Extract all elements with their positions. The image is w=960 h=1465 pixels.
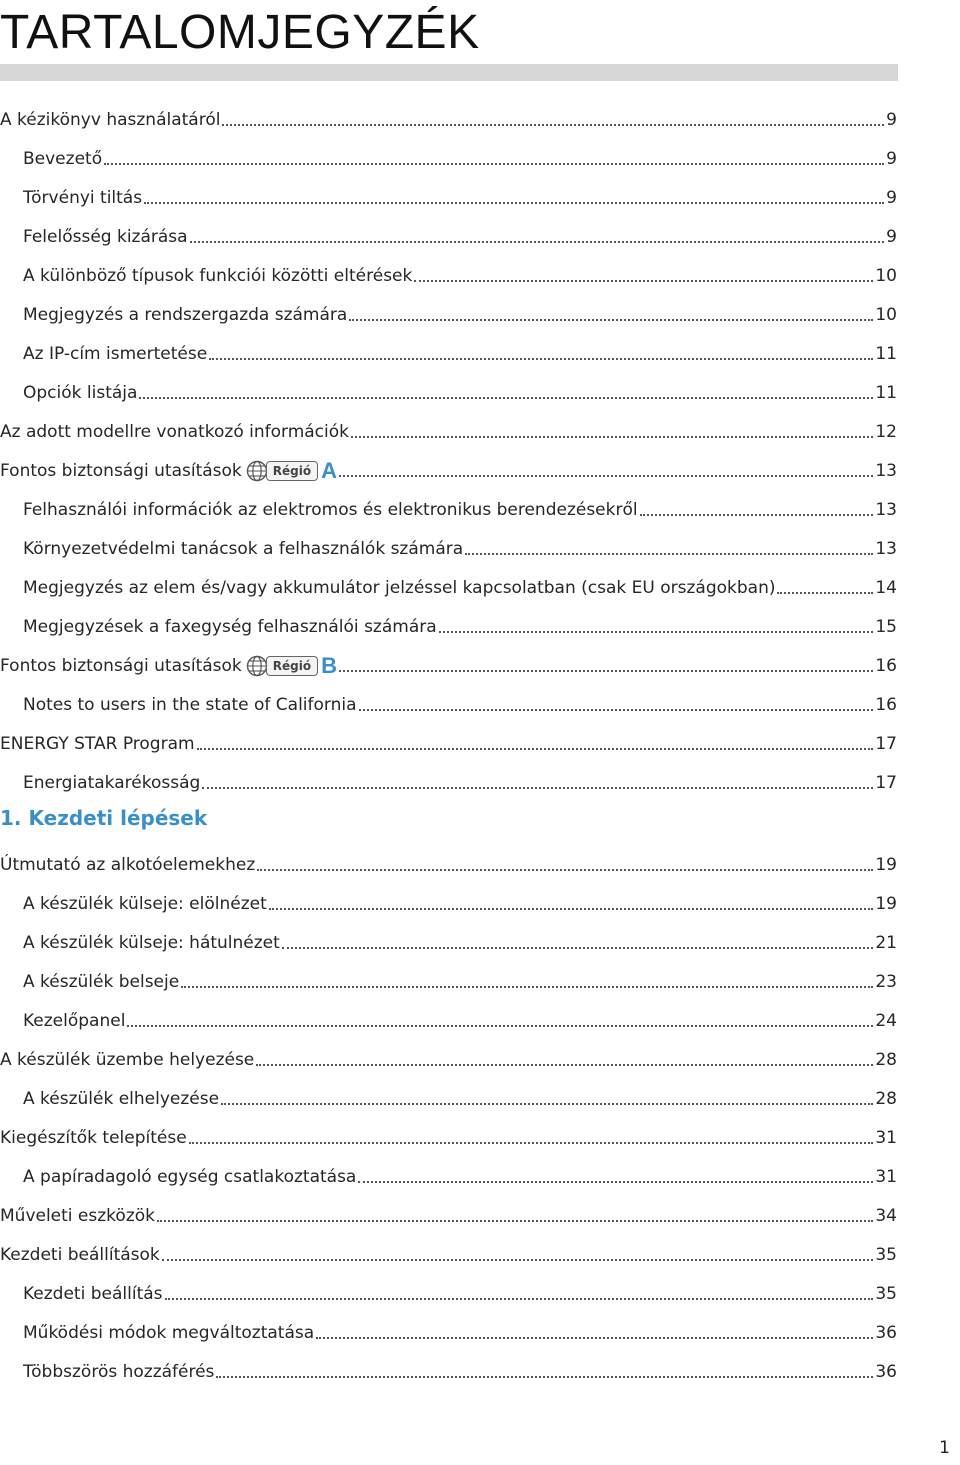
toc-entry-page: 17 bbox=[875, 773, 897, 793]
dot-leader bbox=[209, 357, 873, 360]
toc-entry-label bbox=[0, 1049, 254, 1071]
dot-leader bbox=[190, 240, 885, 243]
page-title: TARTALOMJEGYZÉK bbox=[0, 6, 480, 59]
toc-entry[interactable] bbox=[0, 647, 897, 677]
dot-leader bbox=[221, 1102, 873, 1105]
toc-entry-label bbox=[0, 1205, 155, 1227]
toc-entry-page: 13 bbox=[875, 461, 897, 481]
toc-entry-page: 14 bbox=[875, 578, 897, 598]
toc-entry-label bbox=[23, 694, 357, 716]
toc-entry[interactable] bbox=[0, 846, 897, 876]
toc-entry[interactable] bbox=[0, 452, 897, 482]
dot-leader bbox=[216, 1375, 873, 1378]
toc-entry[interactable] bbox=[0, 101, 897, 131]
region-badge: Régió bbox=[266, 656, 318, 676]
dot-leader bbox=[181, 985, 873, 988]
toc-entry-label bbox=[0, 1244, 160, 1266]
dot-leader bbox=[316, 1336, 873, 1339]
toc-entry-title: Notes to users in the state of California bbox=[23, 695, 357, 715]
toc-entry-title: Környezetvédelmi tanácsok a felhasználók számára bbox=[23, 539, 464, 559]
toc-entry-page: 9 bbox=[886, 149, 897, 169]
toc-entry[interactable] bbox=[0, 1236, 897, 1266]
toc-entry-page: 16 bbox=[875, 695, 897, 715]
toc-entry-label bbox=[0, 460, 337, 482]
toc-entry-page: 34 bbox=[875, 1206, 897, 1226]
toc-entry[interactable] bbox=[23, 686, 897, 716]
toc-entry-page: 17 bbox=[875, 734, 897, 754]
toc-entry-label bbox=[23, 187, 142, 209]
toc-entry-page: 36 bbox=[875, 1323, 897, 1343]
page-number: 1 bbox=[939, 1438, 950, 1458]
toc-entry[interactable] bbox=[23, 530, 897, 560]
toc-entry-page: 35 bbox=[875, 1284, 897, 1304]
toc-entry-title: Útmutató az alkotóelemekhez bbox=[0, 855, 256, 875]
dot-leader bbox=[189, 1141, 874, 1144]
dot-leader bbox=[144, 201, 884, 204]
dot-leader bbox=[439, 630, 874, 633]
toc-entry-label bbox=[0, 421, 349, 443]
dot-leader bbox=[359, 708, 874, 711]
toc-entry-label bbox=[23, 1361, 214, 1383]
region-badge: Régió bbox=[266, 461, 318, 481]
dot-leader bbox=[165, 1297, 874, 1300]
dot-leader bbox=[777, 591, 873, 594]
toc-entry-label bbox=[23, 343, 207, 365]
toc-entry-title: Kiegészítők telepítése bbox=[0, 1128, 187, 1148]
toc-entry[interactable] bbox=[23, 764, 897, 794]
toc-entry-label bbox=[0, 854, 255, 876]
toc-entry-page: 16 bbox=[875, 656, 897, 676]
toc-entry[interactable] bbox=[0, 413, 897, 443]
dot-leader bbox=[640, 513, 874, 516]
dot-leader bbox=[282, 946, 874, 949]
toc-entry-page: 10 bbox=[875, 305, 897, 325]
dot-leader bbox=[358, 1180, 873, 1183]
toc-entry-title: A készülék üzembe helyezése bbox=[0, 1050, 255, 1070]
dot-leader bbox=[202, 786, 873, 789]
dot-leader bbox=[222, 123, 884, 126]
toc-entry-title: Felelősség kizárása bbox=[23, 227, 188, 247]
toc-entry-page: 36 bbox=[875, 1362, 897, 1382]
toc-entry-title: Többszörös hozzáférés bbox=[23, 1362, 215, 1382]
toc-entry-label bbox=[23, 616, 437, 638]
dot-leader bbox=[349, 318, 873, 321]
toc-entry-label bbox=[23, 226, 188, 248]
toc-entry-label bbox=[23, 382, 137, 404]
toc-entry-page: 9 bbox=[886, 110, 897, 130]
toc-entry-title: Bevezető bbox=[23, 149, 103, 169]
toc-entry[interactable] bbox=[23, 296, 897, 326]
toc-entry-page: 28 bbox=[875, 1089, 897, 1109]
toc-entry-label bbox=[23, 893, 267, 915]
dot-leader bbox=[256, 1063, 873, 1066]
toc-entry-label bbox=[0, 1127, 187, 1149]
region-marker bbox=[244, 655, 337, 677]
toc-entry[interactable] bbox=[23, 257, 897, 287]
toc-entry-label bbox=[23, 1010, 125, 1032]
toc-entry[interactable] bbox=[23, 491, 897, 521]
region-letter: A bbox=[321, 458, 337, 483]
toc-entry-title: A készülék külseje: elölnézet bbox=[23, 894, 267, 914]
toc-entry[interactable] bbox=[23, 963, 897, 993]
toc-entry-label bbox=[0, 109, 220, 131]
toc-entry-page: 19 bbox=[875, 855, 897, 875]
toc-entry-title: Energiatakarékosság bbox=[23, 773, 201, 793]
toc-entry-label bbox=[0, 733, 195, 755]
toc-entry-title: Törvényi tiltás bbox=[23, 188, 143, 208]
toc-entry[interactable] bbox=[23, 335, 897, 365]
toc-entry-page: 15 bbox=[875, 617, 897, 637]
dot-leader bbox=[351, 435, 873, 438]
dot-leader bbox=[197, 747, 874, 750]
toc-entry-page: 28 bbox=[875, 1050, 897, 1070]
toc-entry-label bbox=[23, 148, 102, 170]
toc-entry-label bbox=[23, 499, 638, 521]
toc-entry-title: Megjegyzések a faxegység felhasználói számára bbox=[23, 617, 437, 637]
toc-entry[interactable] bbox=[23, 1002, 897, 1032]
dot-leader bbox=[339, 669, 873, 672]
toc-entry[interactable] bbox=[23, 569, 897, 599]
toc-entry-title: A különböző típusok funkciói közötti eltérések bbox=[23, 266, 413, 286]
toc-entry-title: Kezdeti beállítások bbox=[0, 1245, 160, 1265]
toc-entry-title: A kézikönyv használatáról bbox=[0, 110, 221, 130]
toc-entry[interactable] bbox=[0, 1197, 897, 1227]
toc-entry-label bbox=[23, 1322, 314, 1344]
toc-entry-page: 35 bbox=[875, 1245, 897, 1265]
toc-entry[interactable] bbox=[0, 1041, 897, 1071]
toc-entry-label bbox=[23, 1166, 356, 1188]
toc-entry[interactable] bbox=[23, 1080, 897, 1110]
toc-entry-title: Fontos biztonsági utasítások bbox=[0, 656, 242, 676]
toc-entry-title: Fontos biztonsági utasítások bbox=[0, 461, 242, 481]
toc-entry-page: 23 bbox=[875, 972, 897, 992]
toc-entry-page: 31 bbox=[875, 1128, 897, 1148]
toc-entry-page: 31 bbox=[875, 1167, 897, 1187]
region-marker bbox=[244, 460, 337, 482]
toc-entry-title: A papíradagoló egység csatlakoztatása bbox=[23, 1167, 357, 1187]
toc-entry-page: 9 bbox=[886, 227, 897, 247]
toc-entry-title: A készülék elhelyezése bbox=[23, 1089, 220, 1109]
toc-entry-label bbox=[23, 1283, 163, 1305]
toc-entry-title: A készülék belseje bbox=[23, 972, 180, 992]
toc-entry-page: 11 bbox=[875, 383, 897, 403]
toc-entry-page: 11 bbox=[875, 344, 897, 364]
toc-entry-label bbox=[23, 265, 412, 287]
toc-entry-title: Kezelőpanel bbox=[23, 1011, 126, 1031]
toc-entry[interactable] bbox=[0, 1119, 897, 1149]
dot-leader bbox=[269, 907, 874, 910]
toc-entry-title: Műveleti eszközök bbox=[0, 1206, 155, 1226]
toc-entry-title: Működési módok megváltoztatása bbox=[23, 1323, 315, 1343]
dot-leader bbox=[257, 868, 873, 871]
toc-entry-title: ENERGY STAR Program bbox=[0, 734, 195, 754]
toc-entry-page: 12 bbox=[875, 422, 897, 442]
toc-entry-label bbox=[23, 577, 775, 599]
toc-entry-title: Az adott modellre vonatkozó információk bbox=[0, 422, 349, 442]
toc-entry[interactable] bbox=[23, 374, 897, 404]
dot-leader bbox=[414, 279, 873, 282]
toc-entry-label bbox=[23, 304, 347, 326]
toc-entry-page: 9 bbox=[886, 188, 897, 208]
toc-entry[interactable] bbox=[23, 140, 897, 170]
toc-entry[interactable] bbox=[23, 885, 897, 915]
toc-entry-page: 19 bbox=[875, 894, 897, 914]
dot-leader bbox=[339, 474, 873, 477]
toc-entry-page: 13 bbox=[875, 500, 897, 520]
toc-entry-title: Megjegyzés az elem és/vagy akkumulátor jelzéssel kapcsolatban (csak EU országokban) bbox=[23, 578, 776, 598]
toc-entry-title: Megjegyzés a rendszergazda számára bbox=[23, 305, 348, 325]
toc-entry-page: 13 bbox=[875, 539, 897, 559]
toc-entry[interactable] bbox=[23, 608, 897, 638]
toc-entry[interactable] bbox=[23, 218, 897, 248]
toc-entry-label bbox=[23, 1088, 219, 1110]
toc-entry-title: Opciók listája bbox=[23, 383, 138, 403]
toc-entry-title: Felhasználói információk az elektromos és elektronikus berendezésekről bbox=[23, 500, 638, 520]
toc-entry[interactable] bbox=[23, 1314, 897, 1344]
dot-leader bbox=[162, 1258, 874, 1261]
chapter-heading[interactable]: 1. Kezdeti lépések bbox=[0, 806, 208, 830]
region-letter: B bbox=[321, 653, 337, 678]
toc-entry[interactable] bbox=[23, 924, 897, 954]
toc-entry[interactable] bbox=[23, 1158, 897, 1188]
dot-leader bbox=[139, 396, 873, 399]
toc-entry-label bbox=[23, 538, 463, 560]
toc-entry-label bbox=[23, 772, 200, 794]
toc-entry-label bbox=[0, 655, 337, 677]
toc-entry-page: 21 bbox=[875, 933, 897, 953]
toc-entry[interactable] bbox=[0, 725, 897, 755]
toc-entry-title: Az IP-cím ismertetése bbox=[23, 344, 208, 364]
dot-leader bbox=[157, 1219, 873, 1222]
dot-leader bbox=[127, 1024, 873, 1027]
dot-leader bbox=[104, 162, 884, 165]
toc-entry-page: 24 bbox=[875, 1011, 897, 1031]
toc-entry-label bbox=[23, 971, 179, 993]
toc-entry[interactable] bbox=[23, 1353, 897, 1383]
dot-leader bbox=[465, 552, 873, 555]
toc-entry-page: 10 bbox=[875, 266, 897, 286]
toc-entry-label bbox=[23, 932, 280, 954]
toc-entry[interactable] bbox=[23, 179, 897, 209]
toc-entry[interactable] bbox=[23, 1275, 897, 1305]
toc-entry-title: A készülék külseje: hátulnézet bbox=[23, 933, 280, 953]
toc-entry-title: Kezdeti beállítás bbox=[23, 1284, 163, 1304]
